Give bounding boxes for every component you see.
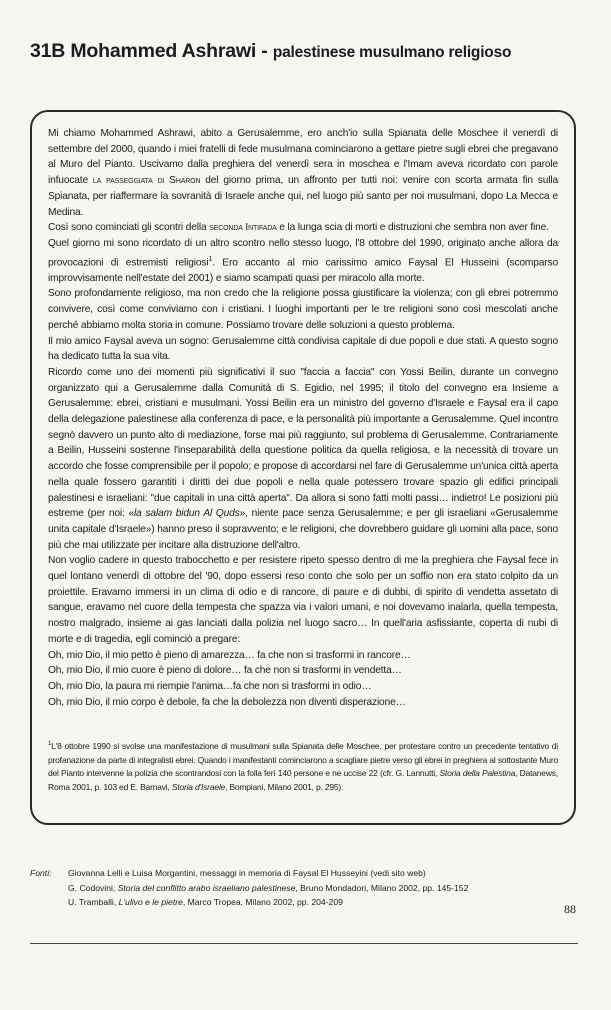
page-number: 88 [564,902,576,916]
prayer-line: Oh, mio Dio, la paura mi riempie l'anima…fa che non si trasformi in odio… [48,681,372,692]
source-item: Giovanna Lelli e Luisa Morgantini, messaggi in memoria di Faysal El Husseyini (vedi sito web) [68,868,426,878]
paragraph-6: Ricordo come uno dei momenti più significativi il suo "faccia a faccia" con Yossi Beilin, durante un convegno organizzato qui a Gerusalemme dalla Comunità di S. Egidio, nel 1995; il titolo del convegno era Insieme a Gerusalemme: ebrei, cristiani e musulmani. Yossi Beilin era un ministro del governo d'Israele e Faysal era il capo della delegazione palestinese alla conferenza di pace, e la personalità più importante a Gerusalemme. Quel incontro segnò davvero un punto alto di mediazione, forse mai più raggiunto, sul problema di Gerusalemme. Contrariamente a Beilin, Husseini sostenne l'inseparabilità della questione politica da quella religiosa, e la necessità di trovare un accordo che fosse comprensibile per il popolo; e propose di accordarsi nel fare di Gerusalemme un'unica città aperta nella quale fossero garantiti i diritti dei due popoli e nella quale potessero trovare spazio gli edifici principali palestinesi e israeliani: "due capitali in una città aperta". Da allora si sono fatti molti passi… indietro! Le posizioni più estreme (per noi: «la salam bidun Al Quds», niente pace senza Gerusalemme; e per gli israeliani «Gerusalemme unita capitale d'Israele») hanno preso il sopravvento; e le religioni, che dovrebbero guidare gli uomini alla pace, sono più che mai utilizzate per incitare alla distruzione dell'altro. [48,366,559,551]
source-item: G. Codovini, Storia del conflitto arabo israeliano palestinese, Bruno Mondadori, Milano 2002, pp. 145-152 [68,882,469,893]
source-item: U. Tramballi, L'ulivo e le pietre, Marco Tropea, Milano 2002, pp. 204-209 [68,897,343,908]
testimony-text [48,126,558,710]
paragraph-4: Sono profondamente religioso, ma non credo che la religione possa giustificare la violenza; con gli ebrei potremmo convivere, così come conviviamo con i cristiani. I luoghi importanti per le tre religioni sono così mescolati anche perché abbiamo molta storia in comune. Possiamo trovare delle soluzioni a questo problema. [48,288,558,331]
prayer-line: Oh, mio Dio, il mio corpo è debole, fa che la debolezza non diventi disperazione… [48,696,406,708]
prayer-line: Oh, mio Dio, il mio petto è pieno di amarezza… fa che non si trasformi in rancore… [48,649,411,661]
footnote: $^1$L'8 ottobre 1990 si svolse una manifestazione di musulmani sulla Spianata delle Moschee, per protestare contro un precedente tentativo di profanazione da parte di integralisti ebrei. Quando i manifestanti cominciarono a scagliare pietre verso gli ebrei in preghiera al sottostante Muro del Pianto intervenne la polizia che scontrandosi con la folla ferì 140 persone e ne uccise 22 (cfr. G. Lannutti, Storia della Palestina, Datanews, Roma 2001, p. 103 ed E. Barnavi, Storia d'Israele, Bompiani, Milano 2001, p. 295). [48,740,558,792]
title-separator: - [256,40,273,62]
prayer-line: Oh, mio Dio, il mio cuore è pieno di dolore… fa che non si trasformi in vendetta… [48,665,402,677]
paragraph-5: Il mio amico Faysal aveva un sogno: Gerusalemme città condivisa capitale di due popoli e due stati. A questo sogno ha dedicato tutta la sua vita. [48,335,558,363]
footnote-marker: 1 [208,255,213,263]
bottom-rule [30,943,578,944]
paragraph-2: Così sono cominciati gli scontri della seconda Intifada e la lunga scia di morti e distruzioni che sembra non aver fine. [48,222,549,234]
title-subtitle: palestinese musulmano religioso [272,44,512,61]
sources-list [68,866,548,910]
sources-label: Fonti: [30,868,52,878]
footnote-number: 1 [48,741,52,747]
paragraph-7: Non voglio cadere in questo trabocchetto e per resistere ripeto spesso dentro di me la preghiera che Faysal fece in quel lontano venerdì di ottobre del '90, dopo essersi reso conto che solo per un soffio non era stato colpito da un proiettile. Eravamo immersi in un clima di odio e di rancore, di paure e di dubbi, di spirito di vendetta assetato di sangue, eravamo nel cuore della tempesta che spazza via i valori umani, e noi dovevamo inalarla, quella tempesta, nostro malgrado, insieme ai gas lanciati dalla polizia nel luogo sacro… In quell'aria asfissiante, coperta di nubi di morte e di tragedia, egli cominciò a pregare: [48,555,558,645]
page-title [30,40,590,63]
title-main: 31B Mohammed Ashrawi [30,40,257,62]
paragraph-3: Quel giorno mi sono ricordato di un altro scontro nello stesso luogo, l'8 ottobre del 1990, originato anche allora da provocazioni di estremisti religiosi$^1$. Ero accanto al mio carissimo amico Faysal El Husseini (scomparso improvvisamente nell'estate del 2001) e siamo scampati quasi per miracolo alla morte. [48,237,559,284]
paragraph-1: Mi chiamo Mohammed Ashrawi, abito a Gerusalemme, ero anch'io sulla Spianata delle Moschee il venerdì di settembre del 2000, quando i miei fratelli di fede musulmana cominciarono a gettare pietre sugli ebrei che pregavano al Muro del Pianto. Uscivamo dalla preghiera del venerdì sera in moschea e l'Imam aveva ricordato con parole infuocate la passeggiata di Sharon del giorno prima, un affronto per tutti noi: venire con scorta armata fin sulla Spianata, per riaffermare la sovranità di Israele anche qui, nel luogo più santo per noi musulmani, dopo La Mecca e Medina. [48,128,558,218]
